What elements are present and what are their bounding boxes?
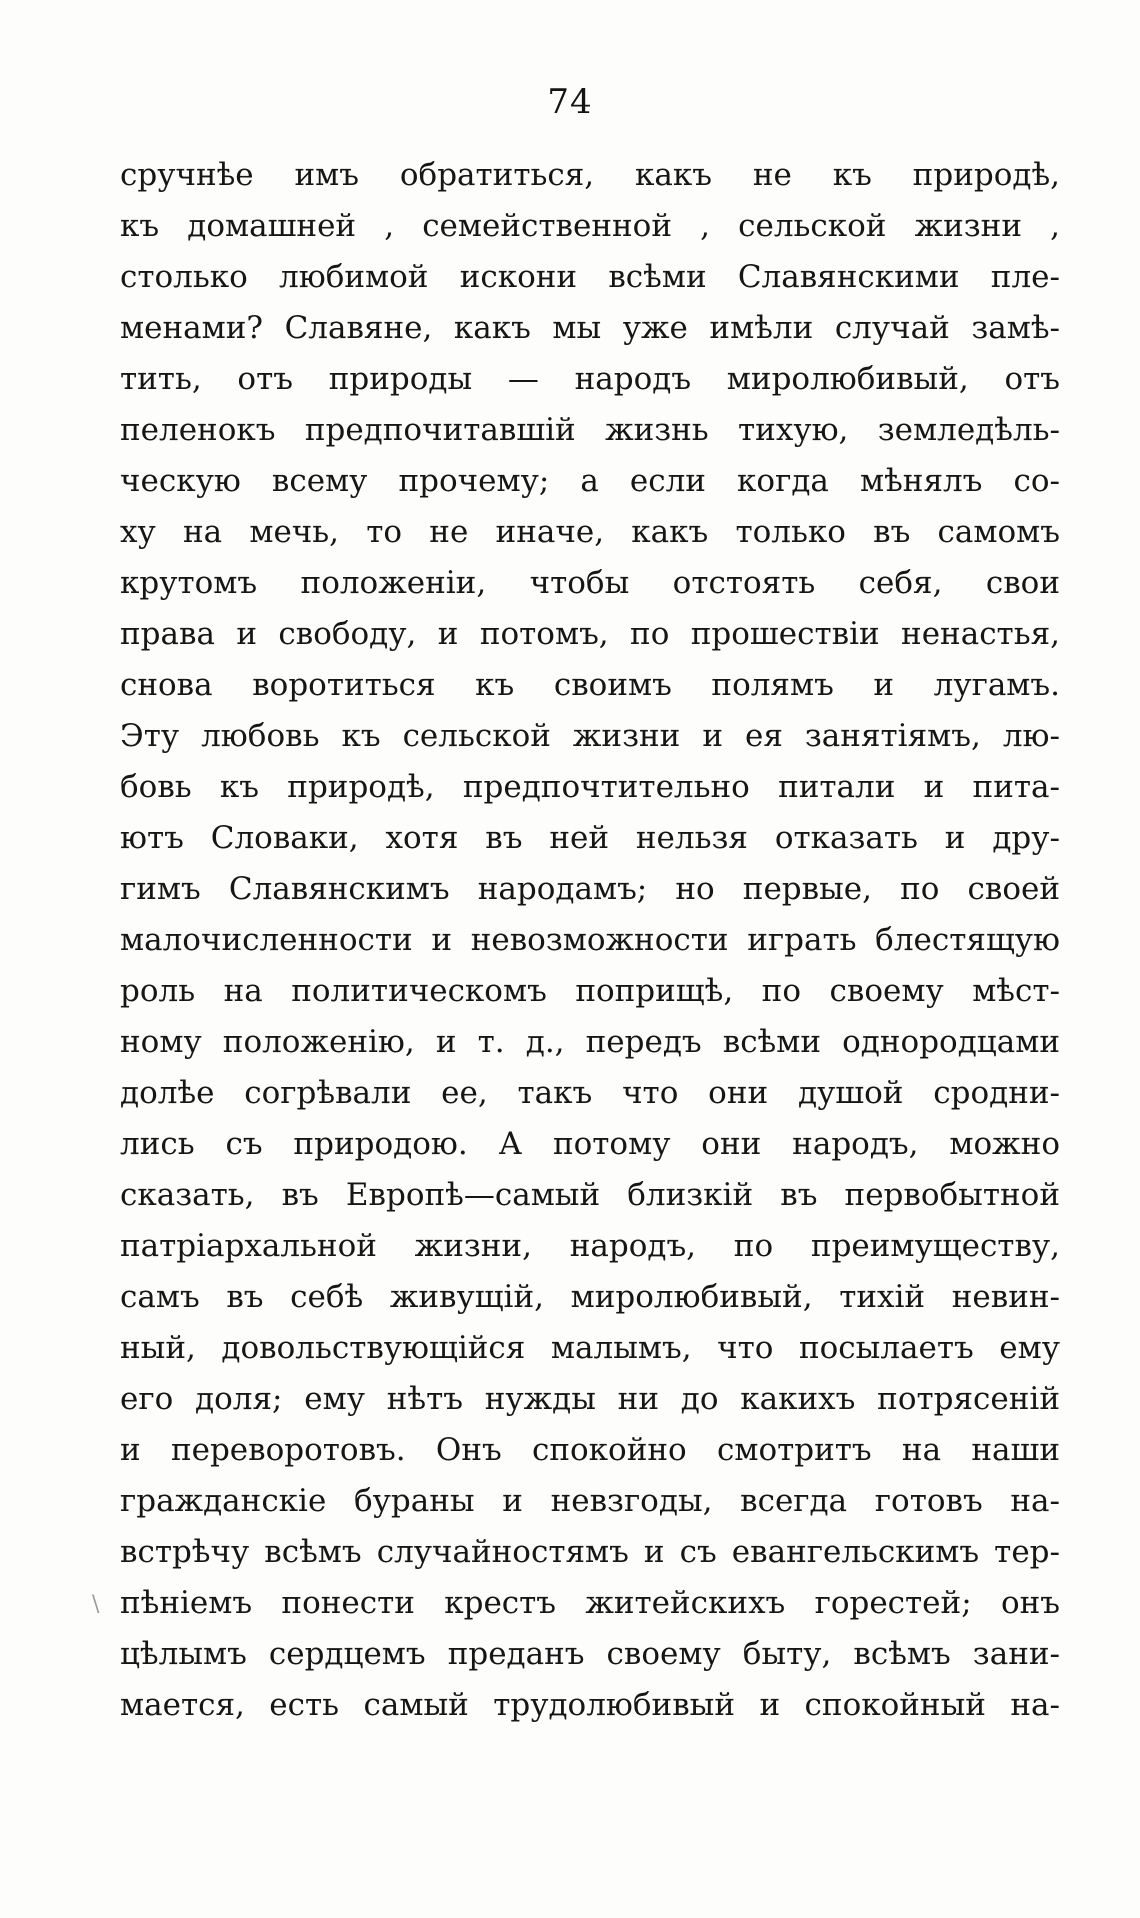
text-line: встрѣчу всѣмъ случайностямъ и съ евангельскимъ тер- <box>120 1534 1060 1570</box>
text-line: роль на политическомъ поприщѣ, по своему мѣст- <box>120 973 1060 1009</box>
text-line: цѣлымъ сердцемъ преданъ своему быту, всѣмъ зани- <box>120 1636 1060 1672</box>
body-text <box>120 150 1060 1731</box>
text-line: патріархальной жизни, народъ, по преимуществу, <box>120 1228 1060 1264</box>
text-line: самъ въ себѣ живущій, миролюбивый, тихій невин- <box>120 1279 1060 1315</box>
text-line: снова воротиться къ своимъ полямъ и лугамъ. <box>120 667 1060 703</box>
text-line: права и свободу, и потомъ, по прошествіи ненастья, <box>120 616 1060 652</box>
text-line: ютъ Словаки, хотя въ ней нельзя отказать и дру- <box>120 820 1060 856</box>
text-line: тить, отъ природы — народъ миролюбивый, отъ <box>120 361 1060 397</box>
text-line: пеленокъ предпочитавшій жизнь тихую, земледѣль- <box>120 412 1060 448</box>
text-line: ху на мечь, то не иначе, какъ только въ самомъ <box>120 514 1060 550</box>
text-line: малочисленности и невозможности играть блестящую <box>120 922 1060 958</box>
text-line: сручнѣе имъ обратиться, какъ не къ природѣ, <box>120 157 1060 193</box>
text-line: сказать, въ Европѣ—самый близкій въ первобытной <box>120 1177 1060 1213</box>
text-line: къ домашней , семейственной , сельской жизни , <box>120 208 1060 244</box>
text-line: лись съ природою. А потому они народъ, можно <box>120 1126 1060 1162</box>
text-line: бовь къ природѣ, предпочтительно питали и пита- <box>120 769 1060 805</box>
text-line: гимъ Славянскимъ народамъ; но первые, по своей <box>120 871 1060 907</box>
text-line: менами? Славяне, какъ мы уже имѣли случай замѣ- <box>120 310 1060 346</box>
text-line: пѣніемъ понести крестъ житейскихъ горестей; онъ <box>120 1585 1060 1621</box>
text-line: ческую всему прочему; а если когда мѣнялъ со- <box>120 463 1060 499</box>
text-line: ный, довольствующійся малымъ, что посылаетъ ему <box>120 1330 1060 1366</box>
text-line: столько любимой искони всѣми Славянскими пле- <box>120 259 1060 295</box>
text-line: его доля; ему нѣтъ нужды ни до какихъ потрясеній <box>120 1381 1060 1417</box>
margin-mark: \ <box>92 1592 100 1617</box>
text-line: крутомъ положеніи, чтобы отстоять себя, свои <box>120 565 1060 601</box>
page-number: 74 <box>547 82 593 122</box>
text-line: долѣе согрѣвали ее, такъ что они душой сродни- <box>120 1075 1060 1111</box>
text-line: ному положенію, и т. д., передъ всѣми однородцами <box>120 1024 1060 1060</box>
text-line: и переворотовъ. Онъ спокойно смотритъ на наши <box>120 1432 1060 1468</box>
text-line: мается, есть самый трудолюбивый и спокойный на- <box>120 1687 1060 1723</box>
text-line: гражданскіе бураны и невзгоды, всегда готовъ на- <box>120 1483 1060 1519</box>
text-line: Эту любовь къ сельской жизни и ея занятіямъ, лю- <box>120 718 1060 754</box>
